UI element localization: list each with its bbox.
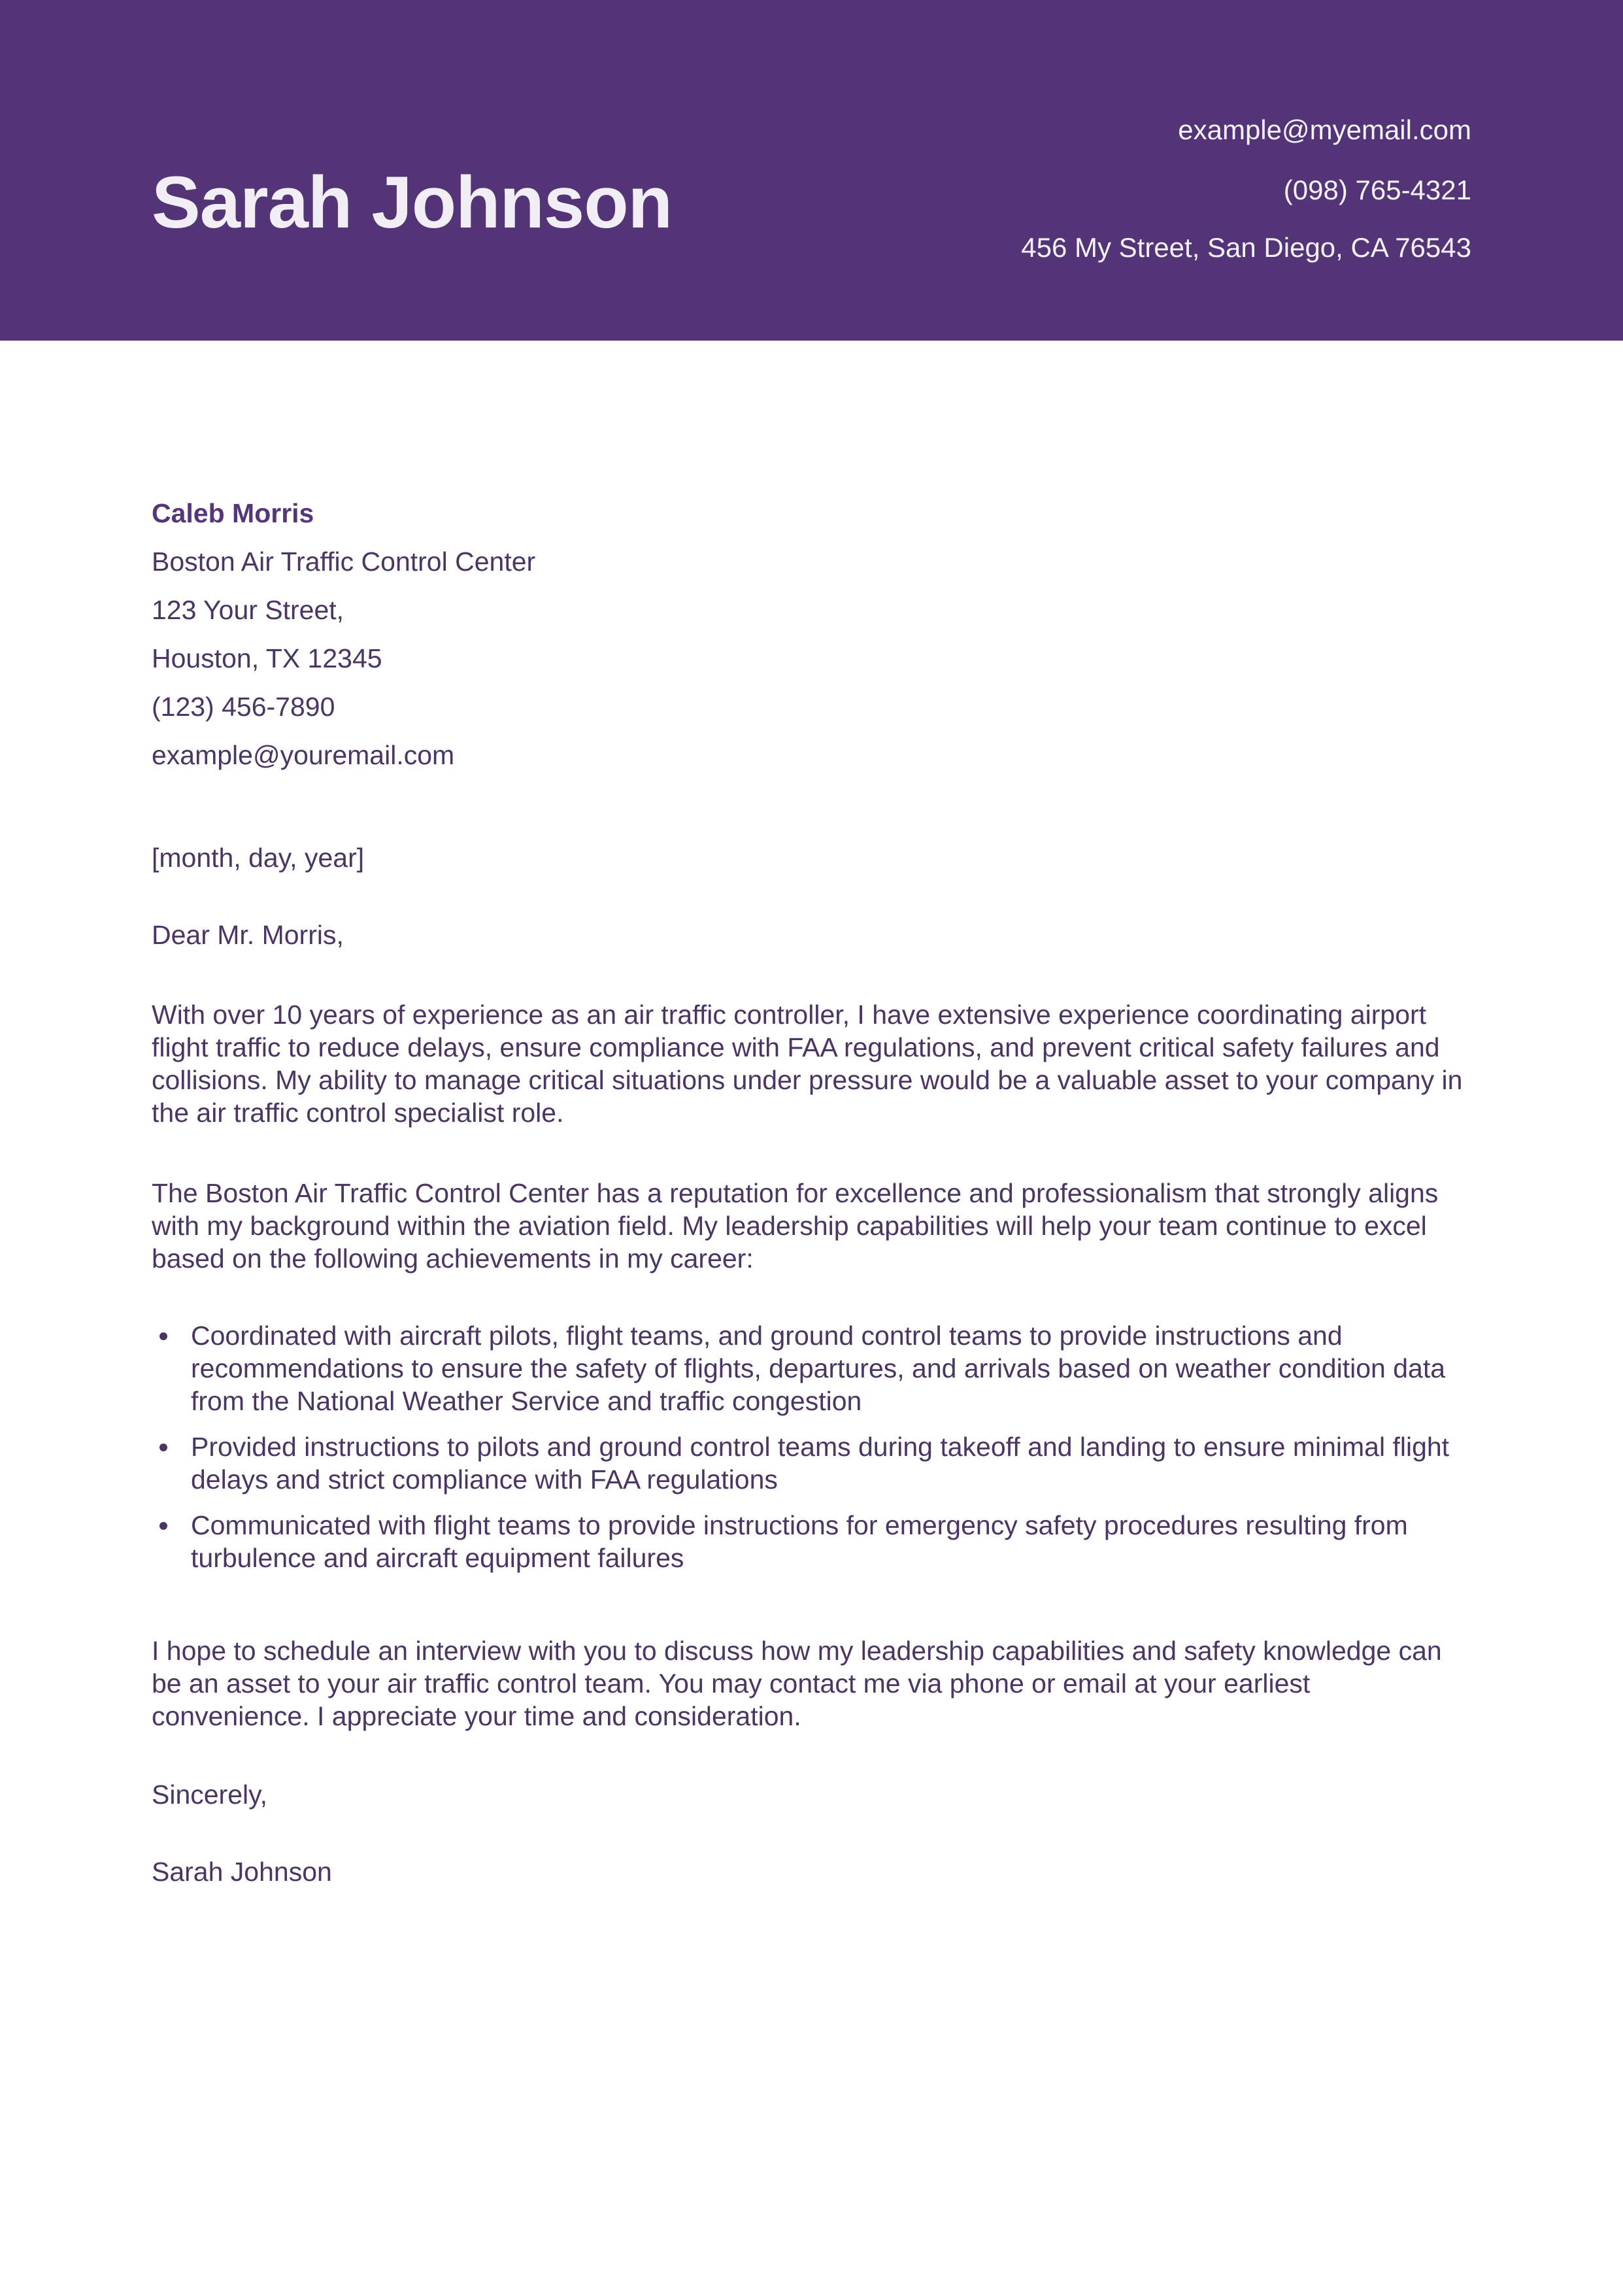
list-item-text: Communicated with flight teams to provide instructions for emergency safety procedures resulting from turbulence and aircraft equipment failures <box>191 1510 1408 1573</box>
sender-email: example@myemail.com <box>1178 114 1471 145</box>
signature-name: Sarah Johnson <box>152 1857 332 1887</box>
sender-name: Sarah Johnson <box>152 161 673 243</box>
signoff: Sincerely, <box>152 1780 267 1810</box>
list-item-text: Coordinated with aircraft pilots, flight teams, and ground control teams to provide instructions and recommendations to ensure the safety of flights, departures, and arrivals based on weather condition data from the National Weather Service and traffic congestion <box>191 1321 1446 1416</box>
recipient-block <box>152 489 1472 779</box>
closing-paragraph: I hope to schedule an interview with you to discuss how my leadership capabilities and safety knowledge can be an asset to your air traffic control team. You may contact me via phone or email at your earliest convenience. I appreciate your time and consideration. <box>152 1636 1442 1731</box>
recipient-company: Boston Air Traffic Control Center <box>152 547 536 577</box>
header-banner <box>0 0 1623 341</box>
list-item <box>152 1319 1472 1417</box>
recipient-email: example@youremail.com <box>152 740 455 770</box>
recipient-phone: (123) 456-7890 <box>152 692 335 722</box>
recipient-city: Houston, TX 12345 <box>152 643 382 673</box>
list-item <box>152 1430 1472 1496</box>
bullet-icon <box>159 1522 167 1530</box>
list-item-text: Provided instructions to pilots and ground control teams during takeoff and landing to ensure minimal flight delays and strict compliance with FAA regulations <box>191 1432 1450 1494</box>
sender-address: 456 My Street, San Diego, CA 76543 <box>1021 232 1471 263</box>
body-paragraph: The Boston Air Traffic Control Center has a reputation for excellence and professionalism that strongly aligns with my background within the aviation field. My leadership capabilities will help your team continue to excel based on the following achievements in my career: <box>152 1178 1439 1274</box>
bullet-icon <box>159 1443 167 1451</box>
letter-date: [month, day, year] <box>152 843 365 873</box>
list-item <box>152 1509 1472 1574</box>
body-paragraph: With over 10 years of experience as an air traffic controller, I have extensive experience coordinating airport flight traffic to reduce delays, ensure compliance with FAA regulations, and prevent critical safety failures and collisions. My ability to manage critical situations under pressure would be a valuable asset to your company in the air traffic control specialist role. <box>152 1000 1463 1128</box>
salutation: Dear Mr. Morris, <box>152 920 344 950</box>
sender-phone: (098) 765-4321 <box>1283 175 1471 205</box>
achievements-list <box>152 1319 1472 1587</box>
recipient-street: 123 Your Street, <box>152 595 344 625</box>
bullet-icon <box>159 1332 167 1340</box>
recipient-name: Caleb Morris <box>152 498 314 528</box>
